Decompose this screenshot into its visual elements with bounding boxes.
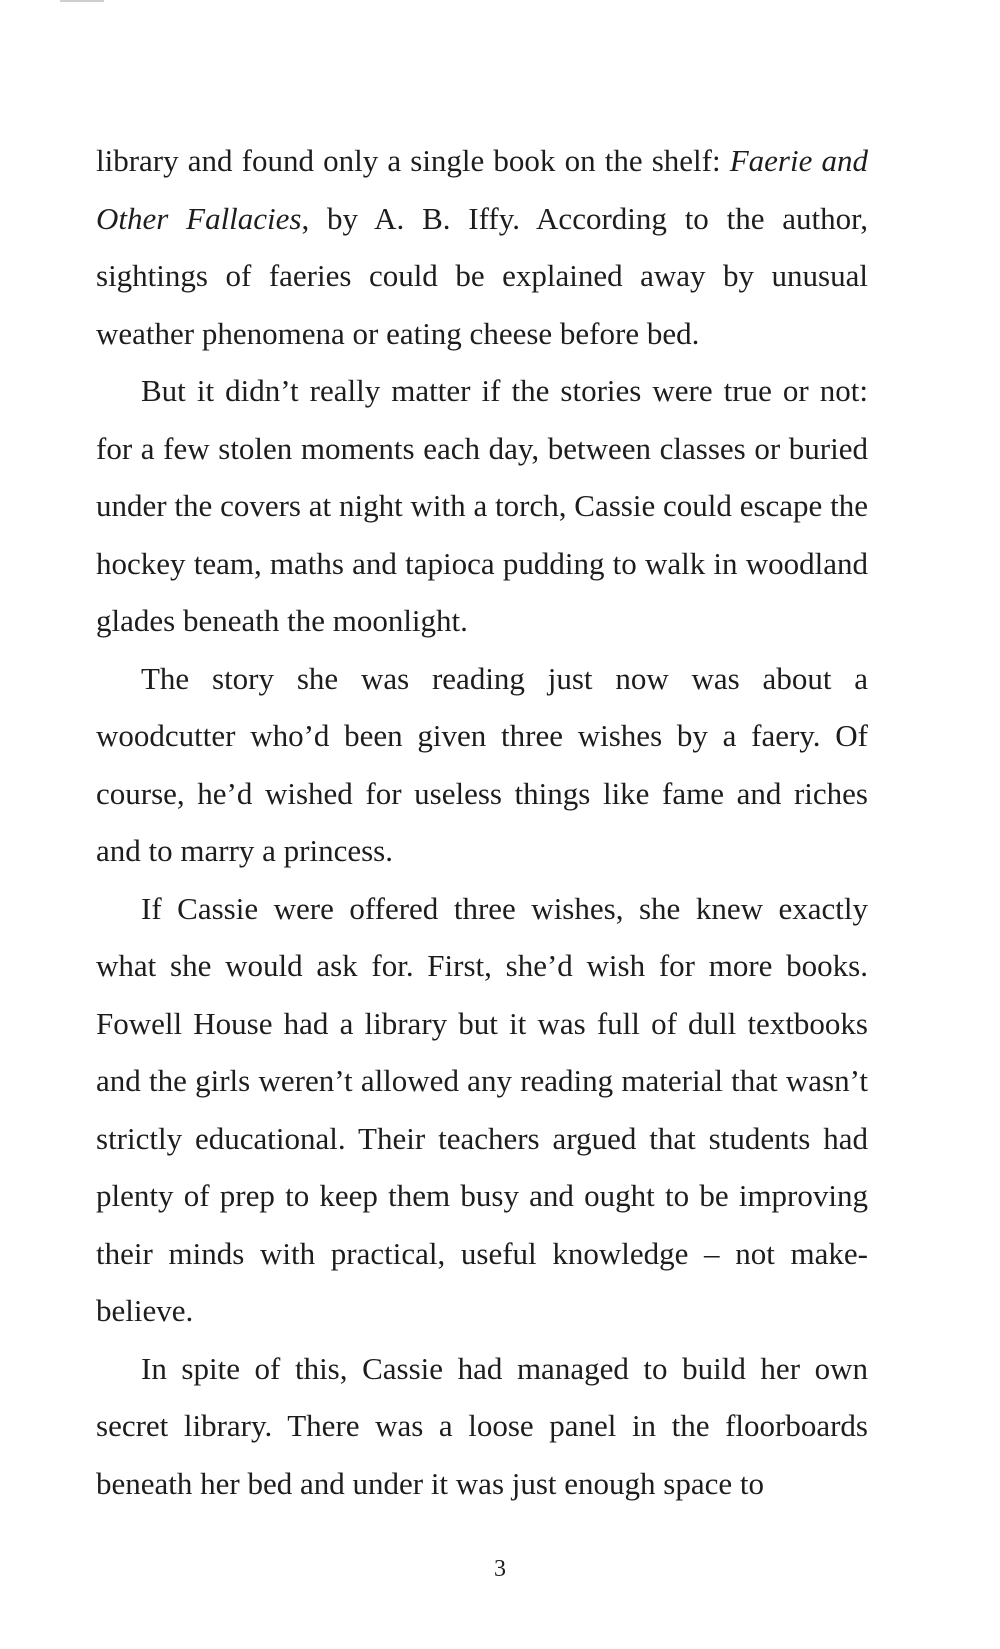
paragraph-5 <box>96 1340 868 1513</box>
paragraph-1-text-cont: , by A. B. Iffy. According to the author, sightings of faeries could be explained away by unusual weather phenomena or eating cheese before bed. <box>96 200 868 351</box>
paragraph-2-text: But it didn’t really matter if the stories were true or not: for a few stolen moments each day, between classes or buried under the covers at night with a torch, Cassie could escape the hockey team, maths and tapioca pudding to walk in woodland glades beneath the moonlight. <box>96 373 868 638</box>
paragraph-4 <box>96 880 868 1340</box>
paragraph-3-text: The story she was reading just now was about a woodcutter who’d been given three wishes by a faery. Of course, he’d wished for useless things like fame and riches and to marry a princess. <box>96 660 868 868</box>
scan-edge-mark <box>60 0 104 2</box>
book-title: Faerie and Other Fallacies <box>96 143 868 236</box>
paragraph-1-text: library and found only a single book on the shelf: <box>96 143 730 178</box>
paragraph-2 <box>96 362 868 650</box>
page-number: 3 <box>494 1556 506 1582</box>
paragraph-3 <box>96 650 868 880</box>
body-text <box>96 132 868 1512</box>
paragraph-4-text: If Cassie were offered three wishes, she knew exactly what she would ask for. First, she’d wish for more books. Fowell House had a library but it was full of dull textbooks and the girls weren’t allowed any reading material that wasn’t strictly educational. Their teachers argued that students had plenty of prep to keep them busy and ought to be improving their minds with practical, useful knowledge – not make-believe. <box>96 890 868 1328</box>
paragraph-5-text: In spite of this, Cassie had managed to build her own secret library. There was a loose panel in the floorboards beneath her bed and under it was just enough space to <box>96 1350 868 1501</box>
paragraph-1 <box>96 132 868 362</box>
